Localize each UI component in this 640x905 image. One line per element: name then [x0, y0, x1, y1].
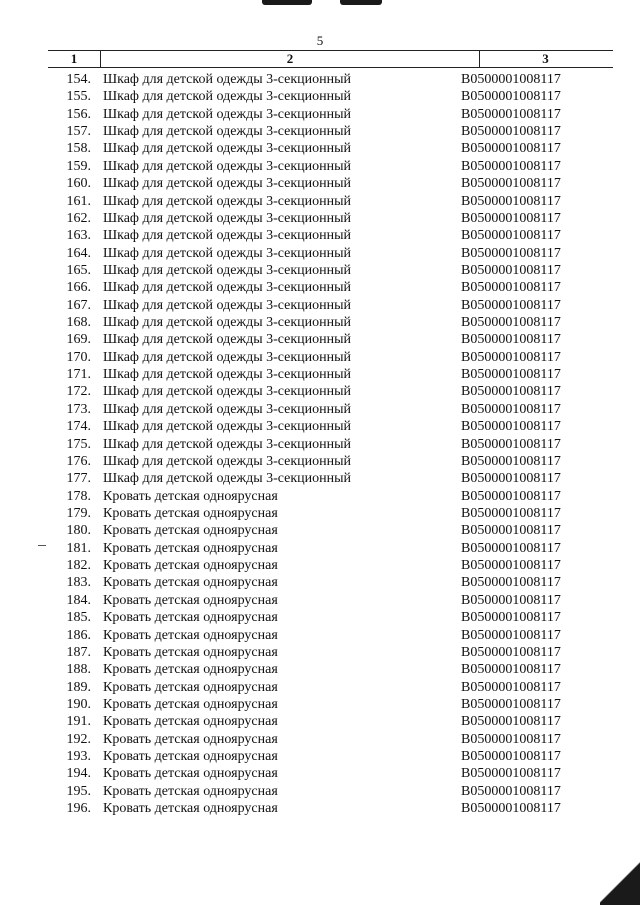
- column-header-3: 3: [542, 51, 549, 66]
- item-name: Шкаф для детской одежды 3-секционный: [103, 419, 352, 435]
- table-row: [48, 245, 613, 262]
- item-name: Кровать детская одноярусная: [103, 523, 278, 539]
- table-row: [48, 383, 613, 400]
- inventory-code: B0500001008117: [461, 679, 561, 695]
- row-number: 172.: [66, 384, 91, 400]
- item-name: Кровать детская одноярусная: [103, 644, 278, 660]
- table-row: [48, 175, 613, 192]
- table-row: [48, 731, 613, 748]
- item-name: Шкаф для детской одежды 3-секционный: [103, 158, 352, 174]
- table-row: [48, 713, 613, 730]
- inventory-code: B0500001008117: [461, 193, 561, 209]
- row-number: 193.: [66, 749, 91, 765]
- table-row: [48, 505, 613, 522]
- table-header: [48, 50, 613, 68]
- item-name: Кровать детская одноярусная: [103, 662, 278, 678]
- item-name: Кровать детская одноярусная: [103, 540, 278, 556]
- row-number: 190.: [66, 696, 91, 712]
- inventory-code: B0500001008117: [461, 72, 561, 87]
- inventory-code: B0500001008117: [461, 297, 561, 313]
- item-name: Шкаф для детской одежды 3-секционный: [103, 141, 352, 157]
- row-number: 180.: [66, 523, 91, 539]
- table-row: [48, 470, 613, 487]
- table-row: [48, 158, 613, 175]
- table-row: [48, 297, 613, 314]
- row-number: 158.: [66, 141, 91, 157]
- row-number: 167.: [66, 297, 91, 313]
- item-name: Кровать детская одноярусная: [103, 696, 278, 712]
- item-name: Шкаф для детской одежды 3-секционный: [103, 349, 352, 365]
- inventory-code: B0500001008117: [461, 245, 561, 261]
- row-number: 174.: [66, 419, 91, 435]
- inventory-code: B0500001008117: [461, 176, 561, 192]
- inventory-code: B0500001008117: [461, 592, 561, 608]
- inventory-code: B0500001008117: [461, 714, 561, 730]
- table-row: [48, 106, 613, 123]
- table-row: [48, 366, 613, 383]
- table-row: [48, 279, 613, 296]
- item-name: Кровать детская одноярусная: [103, 801, 278, 817]
- table-row: [48, 227, 613, 244]
- item-name: Шкаф для детской одежды 3-секционный: [103, 297, 352, 313]
- inventory-code: B0500001008117: [461, 575, 561, 591]
- table-row: [48, 71, 613, 88]
- row-number: 189.: [66, 679, 91, 695]
- row-number: 160.: [66, 176, 91, 192]
- table-body: [48, 71, 613, 817]
- scan-edge-shadow: [600, 858, 640, 905]
- table-row: [48, 574, 613, 591]
- row-number: 188.: [66, 662, 91, 678]
- item-name: Шкаф для детской одежды 3-секционный: [103, 280, 352, 296]
- inventory-code: B0500001008117: [461, 558, 561, 574]
- row-number: 179.: [66, 505, 91, 521]
- row-number: 192.: [66, 731, 91, 747]
- inventory-code: B0500001008117: [461, 401, 561, 417]
- row-number: 181.: [66, 540, 91, 556]
- table-row: [48, 661, 613, 678]
- item-name: Шкаф для детской одежды 3-секционный: [103, 471, 352, 487]
- item-name: Шкаф для детской одежды 3-секционный: [103, 106, 352, 122]
- item-name: Шкаф для детской одежды 3-секционный: [103, 176, 352, 192]
- inventory-code: B0500001008117: [461, 106, 561, 122]
- row-number: 161.: [66, 193, 91, 209]
- inventory-code: B0500001008117: [461, 367, 561, 383]
- row-number: 154.: [66, 72, 91, 87]
- item-name: Кровать детская одноярусная: [103, 783, 278, 799]
- row-number: 168.: [66, 315, 91, 331]
- table-row: [48, 522, 613, 539]
- table-row: [48, 349, 613, 366]
- inventory-code: B0500001008117: [461, 228, 561, 244]
- scan-artifact: [262, 0, 312, 5]
- table-row: [48, 609, 613, 626]
- row-number: 162.: [66, 210, 91, 226]
- inventory-code: B0500001008117: [461, 540, 561, 556]
- item-name: Шкаф для детской одежды 3-секционный: [103, 384, 352, 400]
- inventory-code: B0500001008117: [461, 662, 561, 678]
- item-name: Шкаф для детской одежды 3-секционный: [103, 332, 352, 348]
- row-number: 178.: [66, 488, 91, 504]
- table-row: [48, 679, 613, 696]
- table-row: [48, 418, 613, 435]
- inventory-code: B0500001008117: [461, 471, 561, 487]
- inventory-code: B0500001008117: [461, 731, 561, 747]
- page-number: 5: [316, 33, 324, 48]
- inventory-code: B0500001008117: [461, 280, 561, 296]
- item-name: Кровать детская одноярусная: [103, 766, 278, 782]
- row-number: 157.: [66, 124, 91, 140]
- inventory-code: B0500001008117: [461, 332, 561, 348]
- inventory-code: B0500001008117: [461, 610, 561, 626]
- item-name: Шкаф для детской одежды 3-секционный: [103, 262, 352, 278]
- inventory-code: B0500001008117: [461, 644, 561, 660]
- row-number: 194.: [66, 766, 91, 782]
- row-number: 186.: [66, 627, 91, 643]
- table-row: [48, 644, 613, 661]
- table-row: [48, 123, 613, 140]
- item-name: Кровать детская одноярусная: [103, 731, 278, 747]
- item-name: Шкаф для детской одежды 3-секционный: [103, 436, 352, 452]
- inventory-code: B0500001008117: [461, 141, 561, 157]
- item-name: Кровать детская одноярусная: [103, 575, 278, 591]
- inventory-code: B0500001008117: [461, 696, 561, 712]
- item-name: Шкаф для детской одежды 3-секционный: [103, 315, 352, 331]
- row-number: 184.: [66, 592, 91, 608]
- row-number: 171.: [66, 367, 91, 383]
- scan-artifact: [340, 0, 382, 5]
- inventory-code: B0500001008117: [461, 315, 561, 331]
- inventory-code: B0500001008117: [461, 349, 561, 365]
- table-row: [48, 401, 613, 418]
- table-row: [48, 88, 613, 105]
- row-number: 196.: [66, 801, 91, 817]
- inventory-code: B0500001008117: [461, 384, 561, 400]
- item-name: Шкаф для детской одежды 3-секционный: [103, 72, 352, 87]
- row-number: 163.: [66, 228, 91, 244]
- row-number: 164.: [66, 245, 91, 261]
- item-name: Кровать детская одноярусная: [103, 558, 278, 574]
- table-row: [48, 314, 613, 331]
- item-name: Шкаф для детской одежды 3-секционный: [103, 228, 352, 244]
- row-number: 185.: [66, 610, 91, 626]
- item-name: Шкаф для детской одежды 3-секционный: [103, 453, 352, 469]
- inventory-code: B0500001008117: [461, 158, 561, 174]
- item-name: Кровать детская одноярусная: [103, 592, 278, 608]
- table-row: [48, 783, 613, 800]
- inventory-code: B0500001008117: [461, 436, 561, 452]
- table-row: [48, 696, 613, 713]
- table-row: [48, 262, 613, 279]
- row-number: 183.: [66, 575, 91, 591]
- item-name: Шкаф для детской одежды 3-секционный: [103, 245, 352, 261]
- row-number: 177.: [66, 471, 91, 487]
- item-name: Шкаф для детской одежды 3-секционный: [103, 193, 352, 209]
- row-number: 187.: [66, 644, 91, 660]
- inventory-code: B0500001008117: [461, 766, 561, 782]
- column-header-1: 1: [70, 51, 78, 66]
- table-row: [48, 800, 613, 817]
- row-number: 175.: [66, 436, 91, 452]
- table-row: [48, 765, 613, 782]
- inventory-code: B0500001008117: [461, 488, 561, 504]
- inventory-code: B0500001008117: [461, 453, 561, 469]
- table-row: [48, 193, 613, 210]
- item-name: Шкаф для детской одежды 3-секционный: [103, 124, 352, 140]
- item-name: Кровать детская одноярусная: [103, 679, 278, 695]
- margin-mark: [38, 545, 46, 546]
- item-name: Кровать детская одноярусная: [103, 627, 278, 643]
- inventory-code: B0500001008117: [461, 262, 561, 278]
- row-number: 159.: [66, 158, 91, 174]
- table-row: [48, 488, 613, 505]
- row-number: 156.: [66, 106, 91, 122]
- table-row: [48, 453, 613, 470]
- table-row: [48, 592, 613, 609]
- item-name: Кровать детская одноярусная: [103, 610, 278, 626]
- inventory-code: B0500001008117: [461, 505, 561, 521]
- table-row: [48, 748, 613, 765]
- inventory-code: B0500001008117: [461, 783, 561, 799]
- item-name: Шкаф для детской одежды 3-секционный: [103, 401, 352, 417]
- inventory-code: B0500001008117: [461, 419, 561, 435]
- table-row: [48, 627, 613, 644]
- row-number: 170.: [66, 349, 91, 365]
- table-row: [48, 140, 613, 157]
- inventory-code: B0500001008117: [461, 89, 561, 105]
- item-name: Шкаф для детской одежды 3-секционный: [103, 367, 352, 383]
- row-number: 195.: [66, 783, 91, 799]
- row-number: 191.: [66, 714, 91, 730]
- table-row: [48, 210, 613, 227]
- row-number: 165.: [66, 262, 91, 278]
- table-row: [48, 540, 613, 557]
- table-row: [48, 331, 613, 348]
- row-number: 176.: [66, 453, 91, 469]
- item-name: Шкаф для детской одежды 3-секционный: [103, 210, 352, 226]
- inventory-code: B0500001008117: [461, 801, 561, 817]
- item-name: Кровать детская одноярусная: [103, 505, 278, 521]
- column-header-2: 2: [100, 51, 480, 67]
- row-number: 155.: [66, 89, 91, 105]
- item-name: Кровать детская одноярусная: [103, 749, 278, 765]
- item-name: Кровать детская одноярусная: [103, 488, 278, 504]
- row-number: 173.: [66, 401, 91, 417]
- table-row: [48, 436, 613, 453]
- inventory-code: B0500001008117: [461, 210, 561, 226]
- item-name: Шкаф для детской одежды 3-секционный: [103, 89, 352, 105]
- inventory-code: B0500001008117: [461, 627, 561, 643]
- row-number: 182.: [66, 558, 91, 574]
- inventory-code: B0500001008117: [461, 749, 561, 765]
- table-row: [48, 557, 613, 574]
- inventory-code: B0500001008117: [461, 523, 561, 539]
- inventory-code: B0500001008117: [461, 124, 561, 140]
- row-number: 169.: [66, 332, 91, 348]
- item-name: Кровать детская одноярусная: [103, 714, 278, 730]
- row-number: 166.: [66, 280, 91, 296]
